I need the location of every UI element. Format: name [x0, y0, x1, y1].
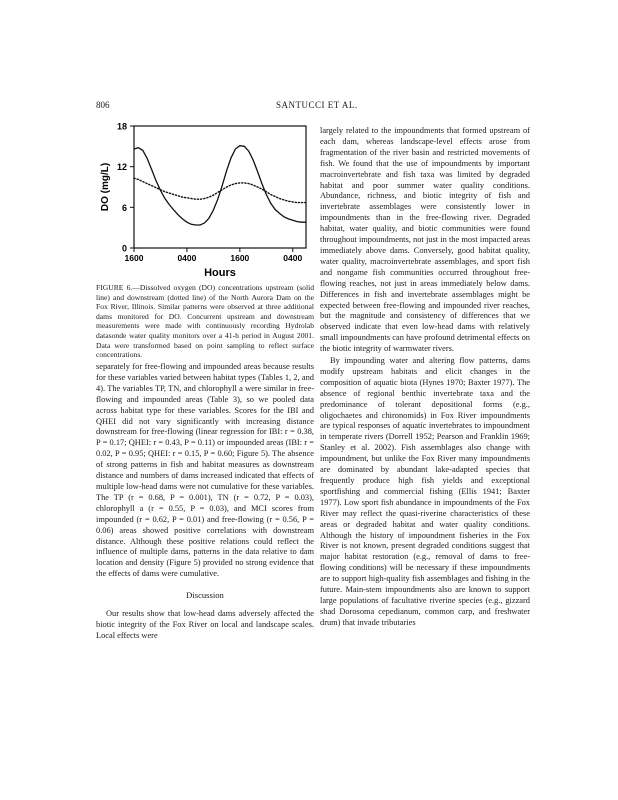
series-line-solid [134, 146, 306, 225]
discussion-paragraph: Our results show that low-head dams adversely affected the biotic integrity of the Fox River on local and landscape scales. Local effects were [96, 609, 314, 640]
y-tick-label-1: 6 [121, 202, 127, 213]
x-tick-label-0: 1600 [124, 253, 144, 263]
page-number: 806 [96, 100, 110, 110]
x-axis-label: Hours [204, 267, 236, 279]
x-tick-label-1: 0400 [177, 253, 197, 263]
running-head: SANTUCCI ET AL. [276, 100, 358, 110]
right-paragraph-1: largely related to the impoundments that formed upstream of each dam, whereas landscape-level effects arose from fragmentation of the river basin and restricted movements of fish. We found that the use of impoundments by important macroinvertebrate and fish taxa was limited by degraded habitat and poor summer water quality conditions. Abundance, richness, and biotic integrity of fish and invertebrate assemblages were consistently lower in impoundments than in the free-flowing river. Degraded habitat, water quality, and biotic communities were found throughout impoundments, not just in the most impacted areas immediately above dams. Conversely, good habitat quality, water quality, macroinvertebrate assemblages, and sport fish and nongame fish communities occurred throughout free-flowing reaches, not just in areas immediately below dams. Differences in fish and invertebrate assemblages might be expected between free-flowing and impounded river reaches, but the magnitude and consistency of differences that we observed indicate that even low-head dams with relatively small impoundments can have profound detrimental effects on the biotic integrity of warmwater rivers. [320, 126, 530, 354]
right-column [320, 126, 530, 629]
x-tick-label-3: 0400 [283, 253, 303, 263]
results-paragraph: separately for free-flowing and impounded areas because results for these variables varied between habitat types (Tables 1, 2, and 4). The variables TP, TN, and chlorophyll a were similar in free-flowing and impounded areas (Table 3), so we pooled data across habitat type for these variables. Scores for the IBI and QHEI did not vary significantly with increasing distance downstream for free-flowing (linear regression for IBI: r = 0.38, P = 0.17; QHEI: r = 0.43, P = 0.11) or impounded areas (IBI: r = 0.02, P = 0.95; QHEI: r = 0.15, P = 0.60; Figure 5). The absence of strong patterns in fish and habitat measures as downstream distance and numbers of dams increased indicated that effects of multiple low-head dams were not cumulative for these variables. The TP (r = 0.68, P = 0.001), TN (r = 0.72, P = 0.03), chlorophyll a (r = 0.55, P = 0.03), and MCI scores from impounded (r = 0.62, P = 0.01) and free-flowing (r = 0.56, P = 0.06) areas showed positive correlations with downstream distance. Although these positive relations could reflect the influence of multiple dams, patterns in the data relative to dam location and density (Figure 5) provided no strong evidence that the effects of dams were cumulative. [96, 362, 314, 579]
y-tick-label-2: 12 [116, 162, 127, 173]
y-tick-label-3: 18 [116, 121, 127, 132]
right-paragraph-2: By impounding water and altering flow patterns, dams modify upstream habitats and elicit changes in the composition of aquatic biota (Hynes 1970; Baxter 1977). The absence of regional benthic invertebrate taxa and the predominance of tolerant depositional forms (e.g., oligochaetes and chironomids) in Fox River impoundments are typical responses of aquatic invertebrates to impoundment in temperate rivers (Dorrell 1952; Pearson and Franklin 1969; Stanley et al. 2002). Fish assemblages also change with impoundment, but unlike the Fox River many impoundments are dominated by abundant lake-adapted species that frequently produce high fish yields and exceptional sportfishing and commercial fishing (Ellis 1941; Baxter 1977). Low sport fish abundance in impoundments of the Fox River may reflect the quasi-riverine characteristics of these areas or degraded habitat and water quality conditions. Although the history of impoundment fisheries in the Fox River is not known, present degraded conditions suggest that major habitat restoration (e.g., removal of dams to free-flowing conditions) will be necessary if these impoundments are to support high-quality fish assemblages and fishing in the future. Main-stem impoundments also are known to support large populations of facultative riverine species (e.g., gizzard shad Dorosoma cepedianum, common carp, and freshwater drum) that invade tributaries [320, 356, 530, 627]
y-axis-label: DO (mg/L) [100, 162, 111, 212]
running-header [96, 100, 526, 114]
figure-caption: FIGURE 6.—Dissolved oxygen (DO) concentrations upstream (solid line) and downstream (dotted line) of the North Aurora Dam on the Fox River, Illinois. Similar patterns were observed at three additional dams monitored for DO. Concurrent upstream and downstream measurements were made with continuously recording Hydrolab datasonde water quality monitors over a 41-h period in August 2001. Data were transformed based on point sampling to reflect surface concentrations. [96, 283, 314, 360]
chart-series [134, 146, 306, 225]
chart-labels [100, 122, 302, 280]
y-tick-label-0: 0 [121, 243, 127, 254]
discussion-heading: Discussion [186, 590, 224, 601]
left-column-body [96, 362, 314, 642]
x-tick-label-2: 1600 [230, 253, 250, 263]
chart-axes [130, 126, 306, 252]
do-chart-svg [96, 120, 314, 280]
plot-frame [134, 126, 306, 248]
do-chart [96, 120, 314, 280]
